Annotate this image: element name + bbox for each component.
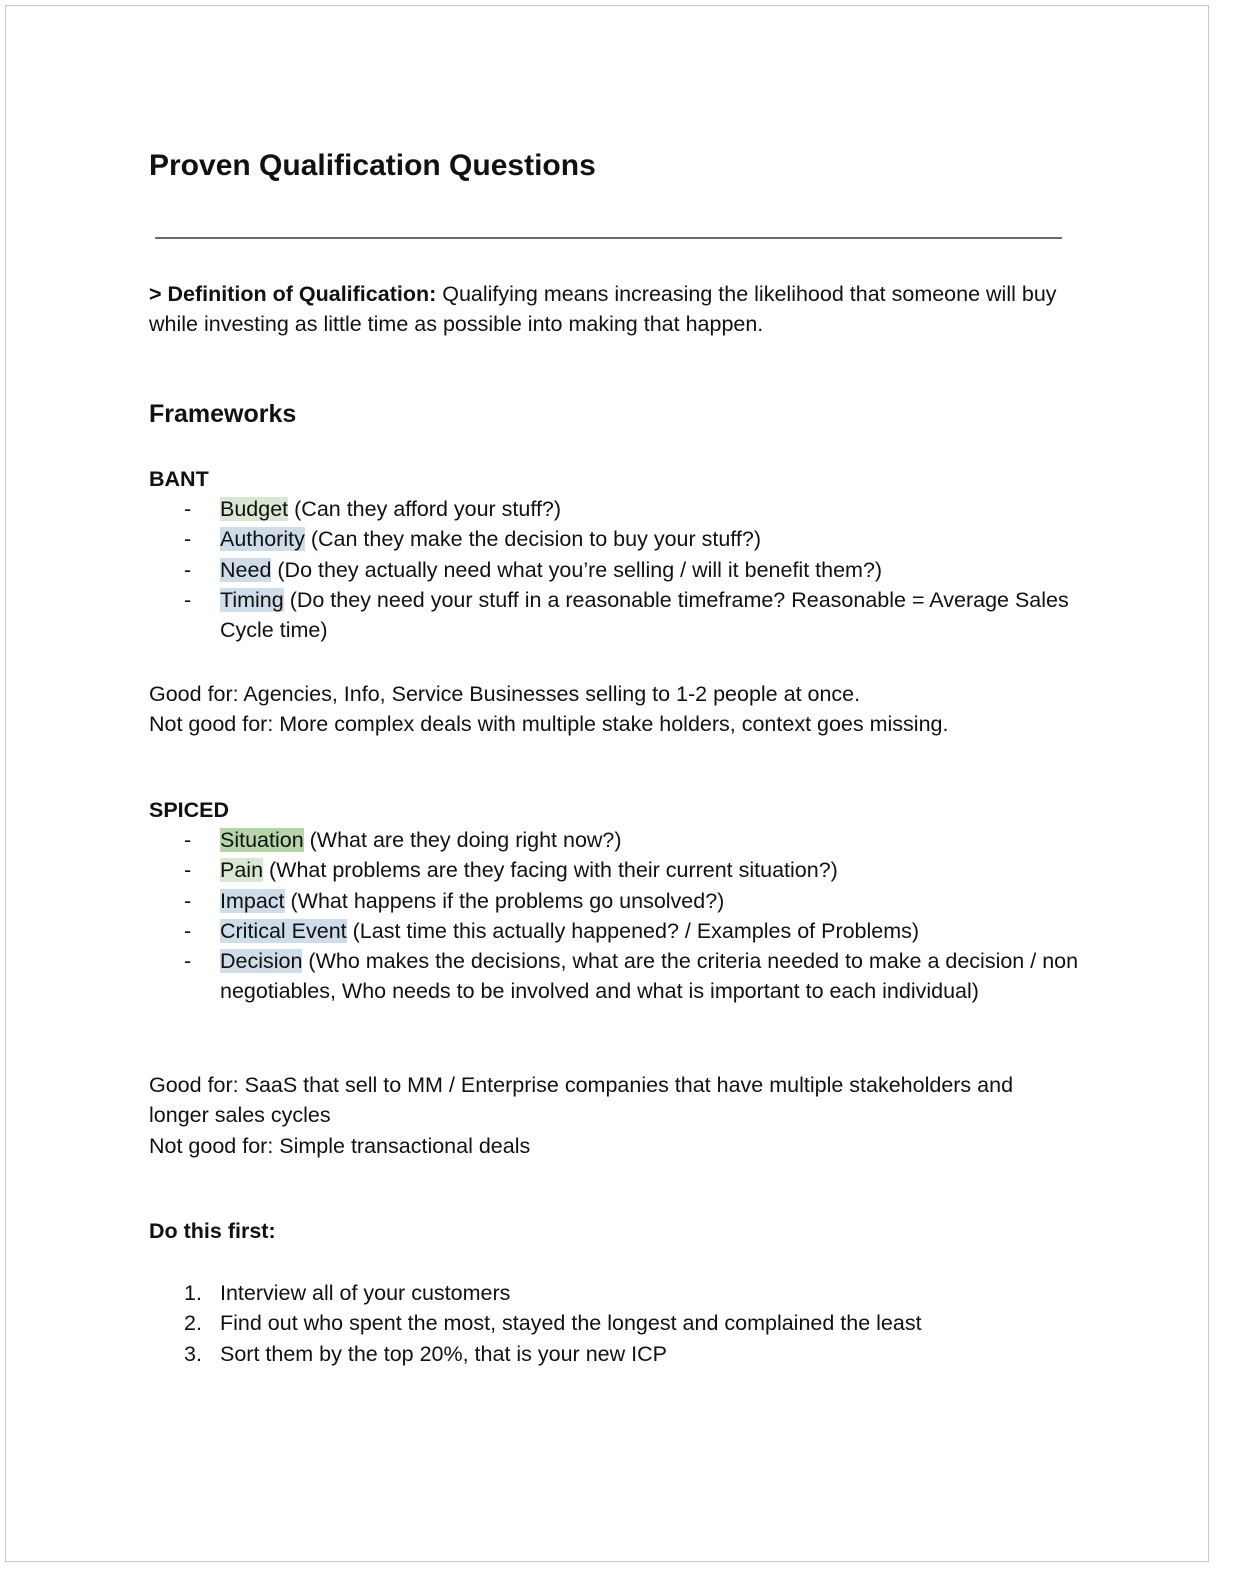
spiced-term-critical-event: Critical Event	[220, 918, 347, 943]
spiced-term-situation: Situation	[220, 828, 304, 852]
bant-desc: (Do they need your stuff in a reasonable timeframe? Reasonable = Average Sales Cycle time)	[220, 587, 1069, 643]
do-first-steps	[149, 1278, 1080, 1369]
bant-desc: (Can they make the decision to buy your stuff?)	[304, 527, 761, 552]
bant-term-authority: Authority	[220, 527, 305, 552]
list-item	[149, 886, 1080, 916]
do-first-heading: Do this first:	[149, 1219, 276, 1243]
list-item	[149, 825, 1080, 855]
step-number: 1.	[184, 1281, 202, 1305]
list-item	[149, 494, 1080, 524]
spiced-desc: (Last time this actually happened? / Examples of Problems)	[346, 918, 920, 943]
frameworks-heading: Frameworks	[149, 400, 297, 428]
spiced-desc: (Who makes the decisions, what are the criteria needed to make a decision / non negotiables, Who needs to be involved and what is important to each individual)	[220, 949, 1079, 1004]
bant-desc: (Can they afford your stuff?)	[288, 497, 562, 521]
step-number: 3.	[184, 1341, 202, 1366]
spiced-term-impact: Impact	[220, 888, 285, 913]
spiced-not-good-for: Not good for: Simple transactional deals	[149, 1134, 531, 1158]
dash-marker: -	[184, 828, 192, 852]
list-item	[149, 1308, 1080, 1338]
horizontal-rule	[155, 237, 1062, 239]
list-item	[149, 855, 1080, 885]
spiced-list	[149, 825, 1080, 1007]
list-item	[149, 946, 1080, 1007]
list-item	[149, 1278, 1080, 1308]
bant-term-timing: Timing	[220, 587, 284, 612]
list-item	[149, 585, 1080, 646]
spiced-term-decision: Decision	[220, 949, 303, 974]
spiced-heading: SPICED	[149, 798, 230, 822]
list-item	[149, 524, 1080, 554]
list-item	[149, 555, 1080, 585]
dash-marker: -	[184, 949, 192, 974]
spiced-desc: (What are they doing right now?)	[303, 828, 622, 852]
bant-term-need: Need	[220, 557, 272, 582]
step-text: Sort them by the top 20%, that is your new ICP	[220, 1341, 667, 1366]
spiced-term-pain: Pain	[220, 858, 264, 883]
page-title: Proven Qualification Questions	[149, 149, 596, 182]
bant-list	[149, 494, 1080, 645]
dash-marker: -	[184, 858, 192, 883]
definition-label: > Definition of Qualification:	[149, 282, 437, 306]
definition-text: Qualifying means increasing the likelihood that someone will buy while investing as little time as possible into making that happen.	[149, 282, 1057, 336]
dash-marker: -	[184, 497, 192, 521]
document-page	[5, 5, 1209, 1562]
list-item	[149, 916, 1080, 946]
dash-marker: -	[184, 557, 192, 582]
bant-not-good-for: Not good for: More complex deals with multiple stake holders, context goes missing.	[149, 712, 949, 736]
dash-marker: -	[184, 888, 192, 913]
step-number: 2.	[184, 1311, 202, 1336]
dash-marker: -	[184, 587, 192, 612]
bant-term-budget: Budget	[220, 497, 289, 521]
spiced-desc: (What problems are they facing with their current situation?)	[263, 858, 838, 883]
bant-heading: BANT	[149, 467, 209, 491]
dash-marker: -	[184, 918, 192, 943]
list-item	[149, 1339, 1080, 1369]
spiced-good-for: Good for: SaaS that sell to MM / Enterprise companies that have multiple stakeholders and longer sales cycles	[149, 1073, 1014, 1127]
step-text: Interview all of your customers	[220, 1281, 511, 1305]
spiced-desc: (What happens if the problems go unsolved?)	[284, 888, 725, 913]
dash-marker: -	[184, 527, 192, 552]
bant-good-for: Good for: Agencies, Info, Service Businesses selling to 1-2 people at once.	[149, 682, 861, 706]
definition-paragraph	[149, 279, 1079, 339]
step-text: Find out who spent the most, stayed the longest and complained the least	[220, 1311, 922, 1336]
bant-desc: (Do they actually need what you’re selling / will it benefit them?)	[271, 557, 883, 582]
